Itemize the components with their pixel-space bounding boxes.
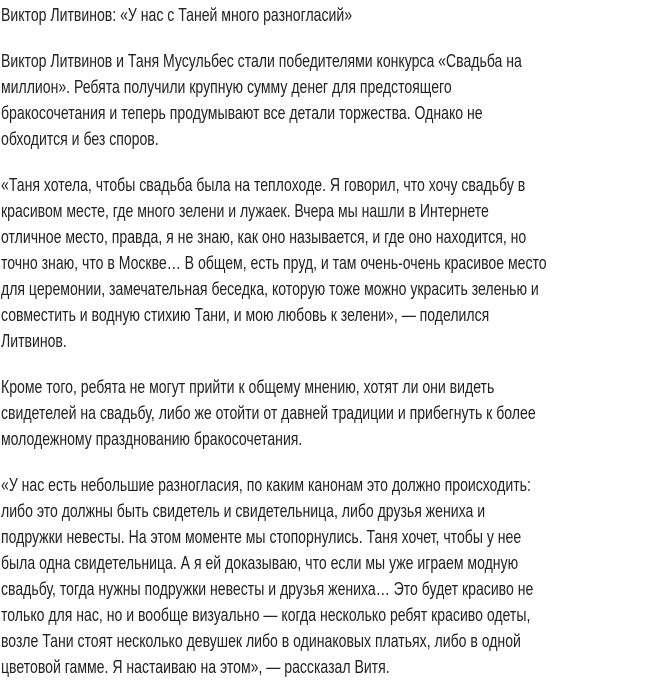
paragraph-quote-witnesses bbox=[1, 472, 670, 680]
paragraph-line: миллион». Ребята получили крупную сумму денег для предстоящего bbox=[1, 76, 452, 97]
paragraph-line: цветовой гамме. Я настаиваю на этом», — рассказал Витя. bbox=[1, 656, 390, 677]
paragraph-line: свидетелей на свадьбу, либо же отойти от давней традиции и прибегнуть к более bbox=[1, 402, 536, 423]
paragraph-line: Виктор Литвинов и Таня Мусульбес стали победителями конкурса «Свадьба на bbox=[1, 50, 522, 71]
paragraph-quote-venue bbox=[1, 172, 670, 354]
article-title: Виктор Литвинов: «У нас с Таней много разногласий» bbox=[1, 4, 353, 25]
paragraph-line: возле Тани стоят несколько девушек либо в одинаковых платьях, либо в одной bbox=[1, 630, 521, 651]
paragraph-line: обходится и без споров. bbox=[1, 128, 159, 149]
paragraph-disagreement bbox=[1, 374, 670, 452]
paragraph-line: подружки невесты. На этом моменте мы стопорнулись. Таня хочет, чтобы у нее bbox=[1, 526, 522, 547]
article bbox=[1, 0, 670, 680]
paragraph-line: бракосочетания и теперь продумывают все детали торжества. Однако не bbox=[1, 102, 483, 123]
paragraph-line: красивом месте, где много зелени и лужаек. Вчера мы нашли в Интернете bbox=[1, 200, 489, 221]
paragraph-intro bbox=[1, 48, 670, 152]
paragraph-line: свадьбу, тогда нужны подружки невесты и друзья жениха… Это будет красиво не bbox=[1, 578, 534, 599]
paragraph-line: либо это должны быть свидетель и свидетельница, либо друзья жениха и bbox=[1, 500, 486, 521]
paragraph-line: для церемонии, замечательная беседка, которую тоже можно украсить зеленью и bbox=[1, 278, 539, 299]
paragraph-line: Литвинов. bbox=[1, 330, 67, 351]
paragraph-line: совместить и водную стихию Тани, и мою любовь к зелени», — поделился bbox=[1, 304, 490, 325]
paragraph-line: точно знаю, что в Москве… В общем, есть пруд, и там очень-очень красивое место bbox=[1, 252, 547, 273]
paragraph-line: была одна свидетельница. А я ей доказываю, что если мы уже играем модную bbox=[1, 552, 519, 573]
paragraph-line: отличное место, правда, я не знаю, как оно называется, и где оно находится, но bbox=[1, 226, 527, 247]
paragraph-line: Кроме того, ребята не могут прийти к общему мнению, хотят ли они видеть bbox=[1, 376, 495, 397]
paragraph-line: молодежному празднованию бракосочетания. bbox=[1, 428, 303, 449]
paragraph-line: «У нас есть небольшие разногласия, по каким канонам это должно происходить: bbox=[1, 474, 531, 495]
paragraph-line: «Таня хотела, чтобы свадьба была на теплоходе. Я говорил, что хочу свадьбу в bbox=[1, 174, 526, 195]
paragraph-line: только для нас, но и вообще визуально — когда несколько ребят красиво одеты, bbox=[1, 604, 531, 625]
